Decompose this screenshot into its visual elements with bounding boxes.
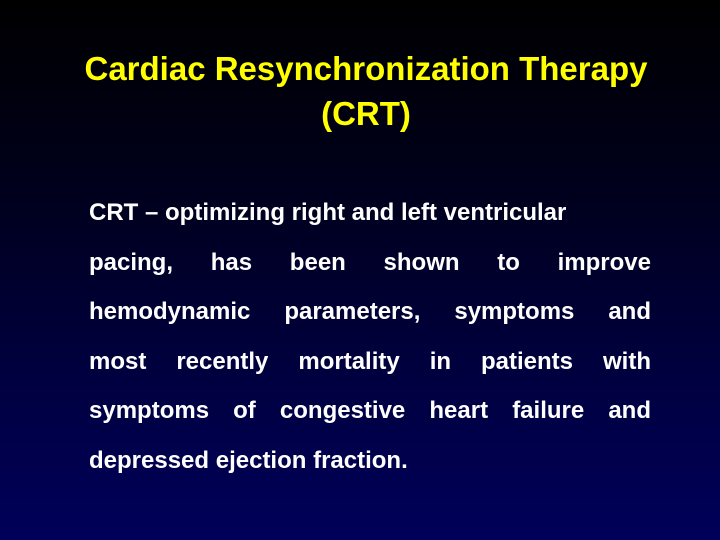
body-line-4: most recently mortality in patients with [89, 347, 651, 375]
body-line-5: symptoms of congestive heart failure and [89, 397, 651, 424]
body-line-6: depressed ejection fraction. [89, 446, 408, 474]
slide-title-line-2: (CRT) [321, 95, 411, 132]
body-line-3: hemodynamic parameters, symptoms and [89, 298, 651, 325]
slide-title-line-1: Cardiac Resynchronization Therapy [84, 50, 648, 87]
body-line-1: CRT – optimizing right and left ventricular [89, 199, 567, 226]
slide-body [89, 188, 651, 485]
body-line-2: pacing, has been shown to improve [89, 248, 651, 276]
slide-title [0, 46, 720, 136]
